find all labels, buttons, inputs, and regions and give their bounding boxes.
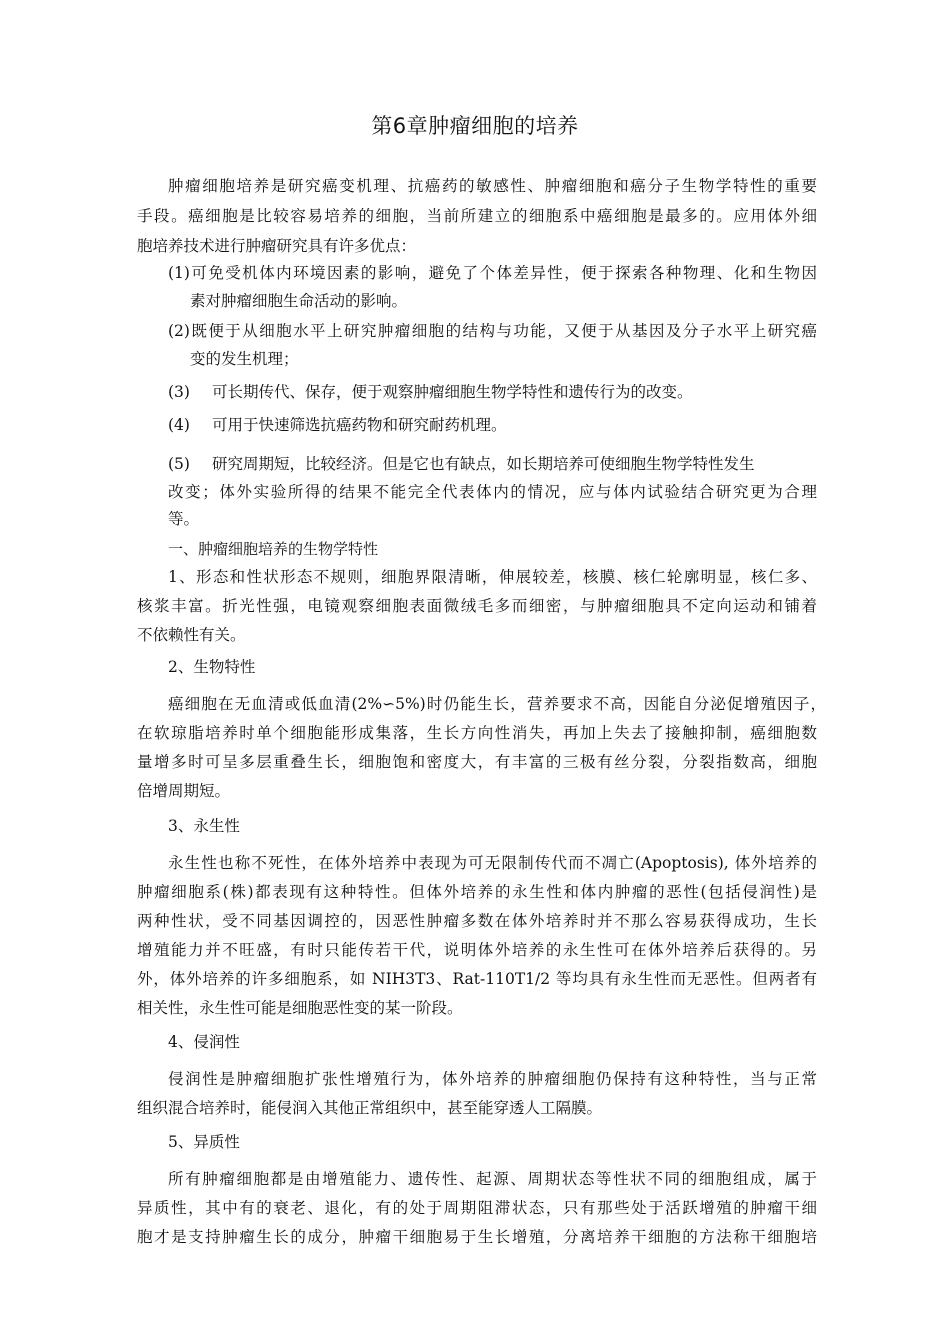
advantage-1-line-2: 素对肿瘤细胞生命活动的影响。 xyxy=(190,292,408,310)
section-heading: 一、肿瘤细胞培养的生物学特性 xyxy=(168,540,379,558)
subheading-invasiveness: 4、侵润性 xyxy=(168,1033,240,1051)
immortality-line-3: 两种性状，受不同基因调控的，因恶性肿瘤多数在体外培养时并不那么容易获得成功，生长 xyxy=(137,912,817,930)
subheading-biology: 2、生物特性 xyxy=(168,658,256,676)
biology-line-4: 倍增周期短。 xyxy=(137,782,231,800)
intro-line-2: 手段。癌细胞是比较容易培养的细胞，当前所建立的细胞系中癌细胞是最多的。应用体外细 xyxy=(137,207,817,225)
invasiveness-line-2: 组织混合培养时，能侵润入其他正常组织中，甚至能穿透人工隔膜。 xyxy=(137,1099,603,1117)
subheading-immortality: 3、永生性 xyxy=(168,817,240,835)
biology-line-3: 量增多时可呈多层重叠生长，细胞饱和密度大，有丰富的三极有丝分裂，分裂指数高，细胞 xyxy=(137,753,817,771)
immortality-line-2: 肿瘤细胞系(株)都表现有这种特性。但体外培养的永生性和体内肿瘤的恶性(包括侵润性)是 xyxy=(137,883,817,901)
advantage-5-line-2: 改变；体外实验所得的结果不能完全代表体内的情况，应与体内试验结合研究更为合理 xyxy=(168,483,817,501)
advantage-5-number: (5) xyxy=(168,455,190,473)
advantage-5-text: 研究周期短，比较经济。但是它也有缺点，如长期培养可使细胞生物学特性发生 xyxy=(212,455,755,473)
morphology-line-2: 核浆丰富。折光性强，电镜观察细胞表面微绒毛多而细密，与肿瘤细胞具不定向运动和铺着 xyxy=(137,597,817,615)
morphology-line-3: 不依赖性有关。 xyxy=(137,626,246,644)
page-title: 第6章肿瘤细胞的培养 xyxy=(371,114,579,138)
advantage-3-number: (3) xyxy=(168,383,190,401)
heterogeneity-line-1: 所有肿瘤细胞都是由增殖能力、遗传性、起源、周期状态等性状不同的细胞组成，属于 xyxy=(168,1170,817,1188)
biology-line-1: 癌细胞在无血清或低血清(2%∽5%)时仍能生长，营养要求不高，因能自分泌促增殖因子， xyxy=(168,695,826,713)
intro-line-3: 胞培养技术进行肿瘤研究具有许多优点： xyxy=(137,237,417,255)
advantage-3-text: 可长期传代、保存，便于观察肿瘤细胞生物学特性和遗传行为的改变。 xyxy=(212,383,693,401)
intro-line-1: 肿瘤细胞培养是研究癌变机理、抗癌药的敏感性、肿瘤细胞和癌分子生物学特性的重要 xyxy=(168,177,817,195)
advantage-1-line-1: (1)可免受机体内环境因素的影响，避免了个体差异性，便于探索各种物理、化和生物因 xyxy=(168,264,817,282)
invasiveness-line-1: 侵润性是肿瘤细胞扩张性增殖行为，体外培养的肿瘤细胞仍保持有这种特性，当与正常 xyxy=(168,1070,817,1088)
heterogeneity-line-2: 异质性，其中有的衰老、退化，有的处于周期阻滞状态，只有那些处于活跃增殖的肿瘤干细 xyxy=(137,1199,817,1217)
advantage-4-text: 可用于快速筛选抗癌药物和研究耐药机理。 xyxy=(212,416,507,434)
advantage-5-line-3: 等。 xyxy=(168,510,200,528)
advantage-2-line-1: (2)既便于从细胞水平上研究肿瘤细胞的结构与功能，又便于从基因及分子水平上研究癌 xyxy=(168,322,817,340)
immortality-line-5: 外，体外培养的许多细胞系，如 NIH3T3、Rat-110T1/2 等均具有永生性而无恶性。但两者有 xyxy=(137,970,817,988)
morphology-line-1: 1、形态和性状形态不规则，细胞界限清晰，伸展较差，核膜、核仁轮廓明显，核仁多、 xyxy=(168,568,817,586)
advantage-2-line-2: 变的发生机理； xyxy=(190,350,299,368)
immortality-line-6: 相关性，永生性可能是细胞恶性变的某一阶段。 xyxy=(137,999,463,1017)
heterogeneity-line-3: 胞才是支持肿瘤生长的成分，肿瘤干细胞易于生长增殖，分离培养干细胞的方法称干细胞培 xyxy=(137,1228,817,1246)
advantage-4-number: (4) xyxy=(168,416,190,434)
biology-line-2: 在软琼脂培养时单个细胞能形成集落，生长方向性消失，再加上失去了接触抑制，癌细胞数 xyxy=(137,724,817,742)
subheading-heterogeneity: 5、异质性 xyxy=(168,1133,240,1151)
immortality-line-1: 永生性也称不死性，在体外培养中表现为可无限制传代而不凋亡(Apoptosis), 体外培养的 xyxy=(168,854,817,872)
immortality-line-4: 增殖能力并不旺盛，有时只能传若干代，说明体外培养的永生性可在体外培养后获得的。另 xyxy=(137,941,817,959)
